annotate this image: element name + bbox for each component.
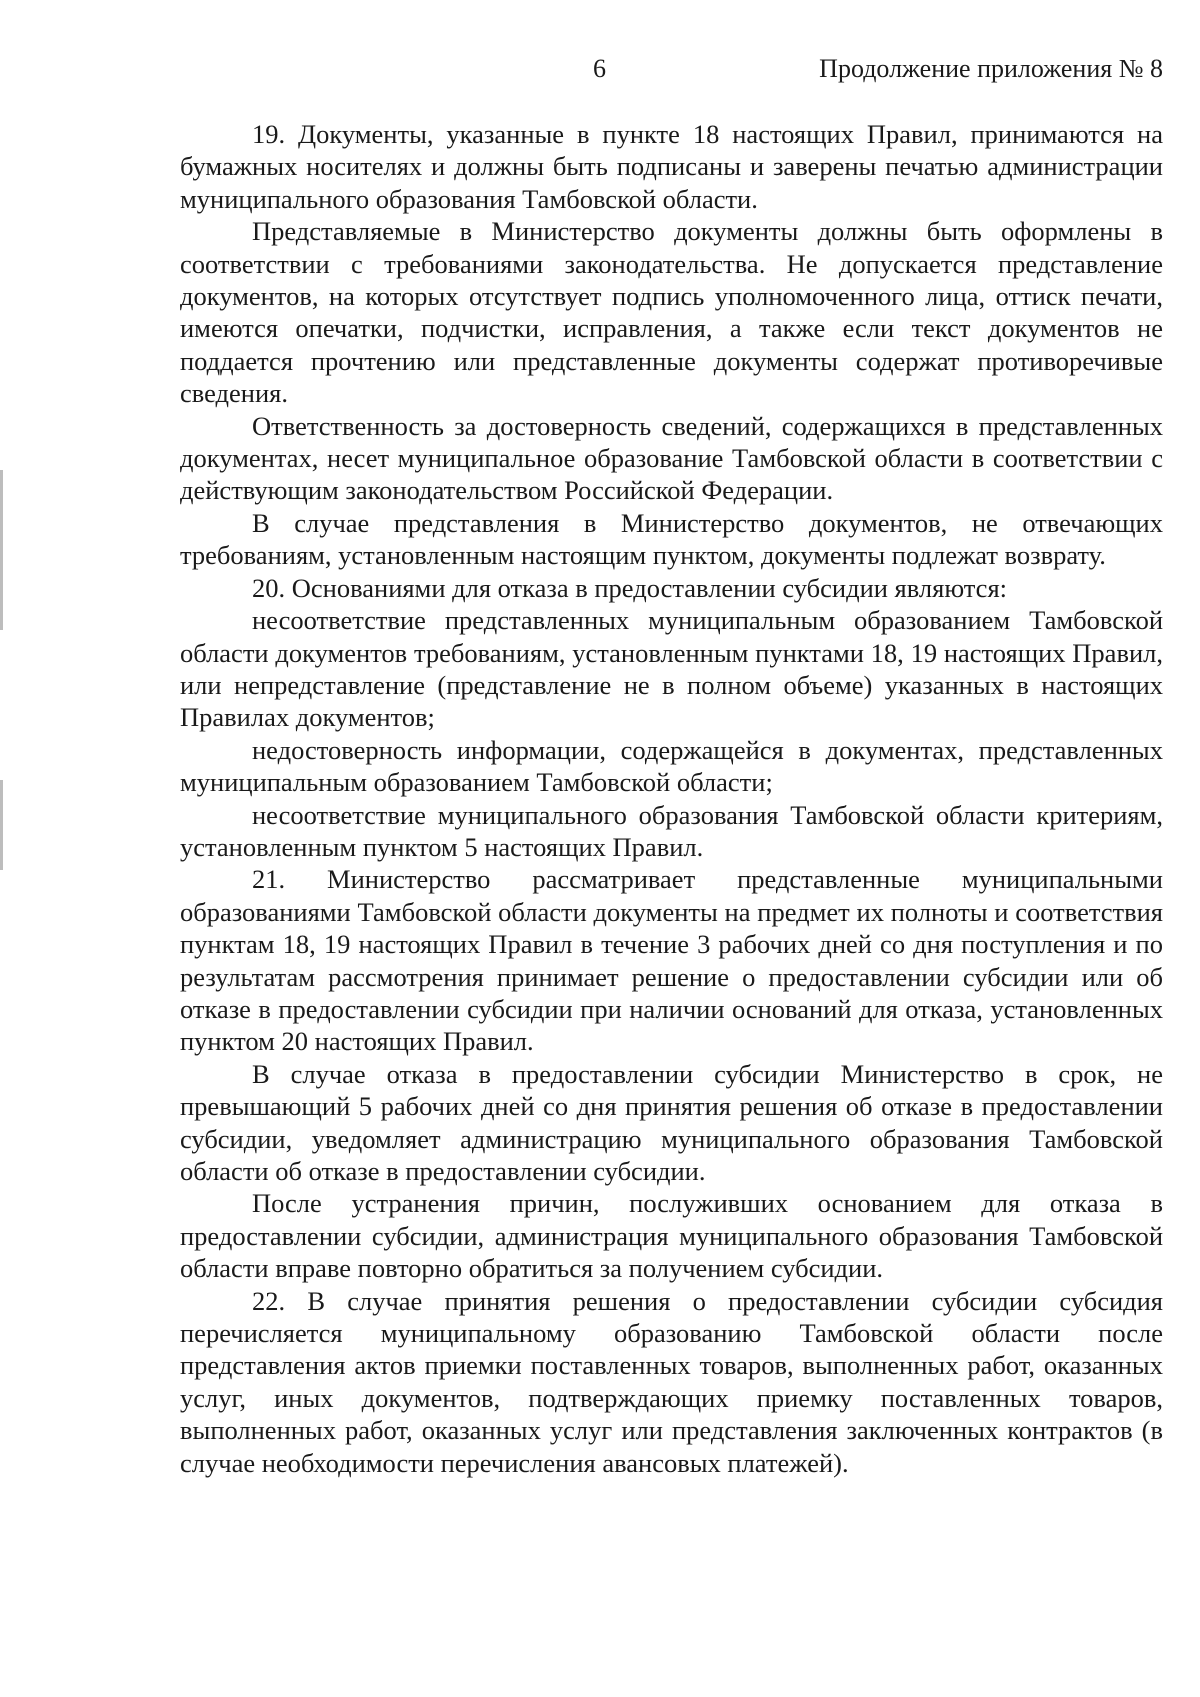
paragraph-reapplication: После устранения причин, послуживших основанием для отказа в предоставлении субсидии, администрация муниципального образования Тамбовской области вправе повторно обратиться за получением субсидии. bbox=[180, 1188, 1163, 1284]
paragraph-21: 21. Министерство рассматривает представленные муниципальными образованиями Тамбовской области документы на предмет их полноты и соответствия пунктам 18, 19 настоящих Правил в течение 3 рабочих дней со дня поступления и по результатам рассмотрения принимает решение о предоставлении субсидии или об отказе в предоставлении субсидии при наличии оснований для отказа, установленных пунктом 20 настоящих Правил. bbox=[180, 864, 1163, 1057]
paragraph-refusal-notice: В случае отказа в предоставлении субсидии Министерство в срок, не превышающий 5 рабочих дней со дня принятия решения об отказе в предоставлении субсидии, уведомляет администрацию муниципального образования Тамбовской области об отказе в предоставлении субсидии. bbox=[180, 1058, 1163, 1186]
paragraph-refusal-ground-1: несоответствие представленных муниципальным образованием Тамбовской области документов требованиям, установленным пунктами 18, 19 настоящих Правил, или непредставление (представление не в полном объеме) указанных в настоящих Правилах документов; bbox=[180, 605, 1163, 733]
paragraph-document-requirements: Представляемые в Министерство документы должны быть оформлены в соответствии с требованиями законодательства. Не допускается представление документов, на которых отсутствует подпись уполномоченного лица, оттиск печати, имеются опечатки, подчистки, исправления, а также если текст документов не поддается прочтению или представленные документы содержат противоречивые сведения. bbox=[180, 216, 1163, 409]
scan-edge-mark bbox=[0, 780, 3, 870]
paragraph-refusal-ground-2: недостоверность информации, содержащейся в документах, представленных муниципальным образованием Тамбовской области; bbox=[180, 734, 1163, 798]
paragraph-19: 19. Документы, указанные в пункте 18 настоящих Правил, принимаются на бумажных носителях и должны быть подписаны и заверены печатью администрации муниципального образования Тамбовской области. bbox=[180, 119, 1163, 214]
document-body bbox=[180, 118, 1163, 1479]
paragraph-return-documents: В случае представления в Министерство документов, не отвечающих требованиям, установленным настоящим пунктом, документы подлежат возврату. bbox=[180, 507, 1163, 571]
page-number: 6 bbox=[593, 54, 606, 83]
paragraph-22: 22. В случае принятия решения о предоставлении субсидии субсидия перечисляется муниципальному образованию Тамбовской области после представления актов приемки поставленных товаров, выполненных работ, оказанных услуг, иных документов, подтверждающих приемку поставленных товаров, выполненных работ, оказанных услуг или представления заключенных контрактов (в случае необходимости перечисления авансовых платежей). bbox=[180, 1285, 1163, 1478]
paragraph-refusal-ground-3: несоответствие муниципального образования Тамбовской области критериям, установленным пунктом 5 настоящих Правил. bbox=[180, 799, 1163, 862]
paragraph-20: 20. Основаниями для отказа в предоставлении субсидии являются: bbox=[252, 572, 1007, 603]
page-header bbox=[180, 54, 1163, 94]
scan-edge-mark bbox=[0, 470, 3, 630]
appendix-continuation-label: Продолжение приложения № 8 bbox=[819, 54, 1163, 83]
paragraph-responsibility: Ответственность за достоверность сведений, содержащихся в представленных документах, несет муниципальное образование Тамбовской области в соответствии с действующим законодательством Российской Федерации. bbox=[180, 410, 1163, 506]
